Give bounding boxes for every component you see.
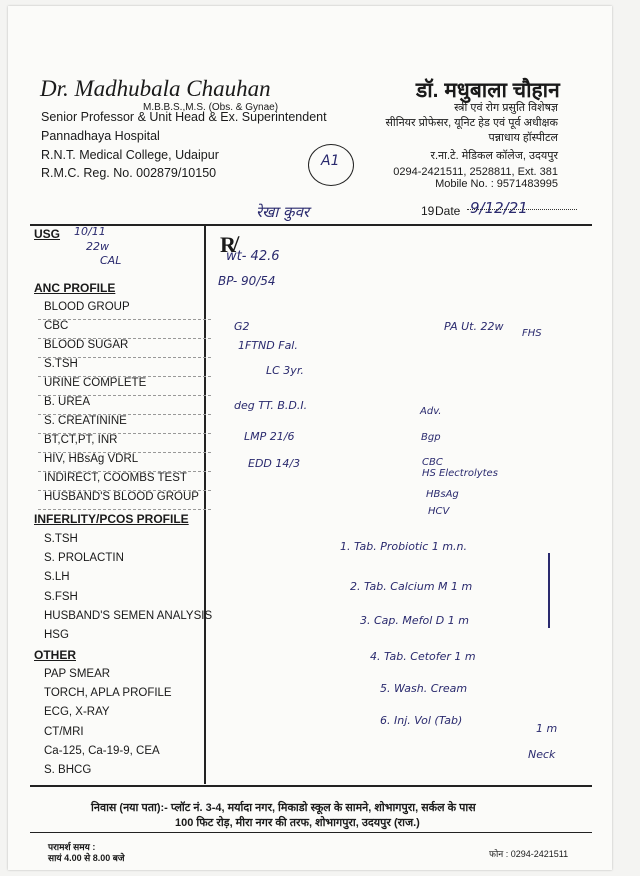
speciality-hindi: स्त्री एवं रोग प्रसुति विशेषज्ञ — [454, 102, 558, 114]
medication-item: 4. Tab. Cetofer 1 m — [370, 650, 476, 663]
prescription-sheet — [8, 6, 612, 870]
medication-item: 2. Tab. Calcium M 1 m — [350, 580, 473, 593]
usg-note-1: 10/11 — [74, 225, 106, 238]
other-test-item: S. BHCG — [44, 764, 92, 776]
college-hindi: र.ना.टे. मेडिकल कॉलेज, उदयपुर — [430, 150, 558, 162]
phone-numbers: 0294-2421511, 2528811, Ext. 381 — [393, 166, 558, 178]
anc-profile-heading: ANC PROFILE — [34, 281, 116, 295]
row-divider — [38, 452, 211, 453]
anc-test-item: BLOOD GROUP — [44, 301, 130, 313]
clinical-note: CBC — [422, 457, 443, 468]
circle-mark-text: A1 — [321, 153, 340, 169]
clinical-note: PA Ut. 22w — [444, 320, 504, 333]
doctor-name-hindi: डॉ. मधुबाला चौहान — [416, 79, 560, 102]
clinical-note: HCV — [428, 506, 450, 517]
hospital-english: Pannadhaya Hospital — [41, 129, 160, 143]
clinical-note: deg TT. B.D.I. — [234, 399, 308, 412]
other-test-item: TORCH, APLA PROFILE — [44, 687, 172, 700]
clinical-note: wt- 42.6 — [226, 249, 280, 264]
medication-item: 1. Tab. Probiotic 1 m.n. — [340, 540, 468, 553]
clinical-note: Adv. — [420, 406, 442, 417]
infertility-heading: INFERLITY/PCOS PROFILE — [34, 512, 189, 526]
clinical-note: HS Electrolytes — [422, 468, 498, 479]
footer-phone: फोन : 0294-2421511 — [489, 849, 569, 859]
other-test-item: PAP SMEAR — [44, 668, 111, 680]
degrees-english: M.B.B.S.,M.S. (Obs. & Gynae) — [143, 102, 279, 113]
consultation-timing-label: परामर्श समय : — [48, 842, 96, 852]
clinical-note: G2 — [234, 320, 250, 333]
table-top-rule — [30, 224, 592, 226]
usg-note-3: CAL — [100, 254, 122, 267]
footer-rule — [30, 832, 592, 833]
anc-test-item: BT,CT,PT, INR — [44, 434, 118, 446]
medication-item: 6. Inj. Vol (Tab) — [380, 714, 463, 727]
anc-test-item: S. CREATININE — [44, 415, 127, 427]
hospital-hindi: पन्नाधाय हॉस्पीटल — [488, 132, 558, 144]
date-label: Date — [435, 204, 461, 218]
consultation-timing-value: सायं 4.00 से 8.00 बजे — [48, 853, 125, 863]
clinical-note: FHS — [522, 328, 542, 339]
other-heading: OTHER — [34, 648, 76, 662]
medication-item: 1 m — [536, 722, 558, 735]
other-test-item: CT/MRI — [44, 725, 84, 738]
row-divider — [38, 338, 211, 339]
address-line-1: निवास (नया पता):- प्लॉट नं. 3-4, मर्यादा नगर, मिकाडो स्कूल के सामने, शोभागपुरा, सर्कल के पास — [91, 802, 476, 814]
usg-label: USG — [34, 227, 61, 241]
row-divider — [38, 471, 211, 472]
row-divider — [38, 357, 211, 358]
clinical-note: 1FTND Fal. — [238, 339, 298, 352]
row-divider — [38, 509, 211, 510]
column-divider — [204, 224, 206, 784]
anc-test-item: S.TSH — [44, 358, 78, 370]
clinical-note: HBsAg — [426, 489, 459, 500]
bracket-line — [548, 553, 550, 628]
medication-item: Neck — [528, 748, 556, 761]
clinical-note: EDD 14/3 — [248, 457, 301, 470]
clinical-note: LMP 21/6 — [244, 430, 295, 443]
anc-test-item: B. UREA — [44, 396, 91, 408]
anc-test-item: URINE COMPLETE — [44, 377, 147, 389]
clinical-note: BP- 90/54 — [218, 274, 276, 288]
rx-symbol: R̸ — [220, 232, 236, 257]
clinical-note: LC 3yr. — [266, 364, 304, 377]
date-underline — [467, 209, 577, 210]
patient-name: रेखा कुवर — [256, 203, 310, 221]
position-english: Senior Professor & Unit Head & Ex. Superintendent — [41, 110, 327, 124]
registration-number: R.M.C. Reg. No. 002879/10150 — [41, 166, 217, 180]
address-line-2: 100 फिट रोड़, मीरा नगर की तरफ, शोभागपुरा, उदयपुर (राज.) — [175, 817, 420, 829]
anc-test-item: INDIRECT, COOMBS TEST — [44, 472, 187, 484]
anc-test-item: CBC — [44, 320, 69, 332]
doctor-name-english: Dr. Madhubala Chauhan — [40, 76, 271, 101]
date-value: 9/12/21 — [470, 199, 528, 217]
row-divider — [38, 414, 211, 415]
infertility-test-item: S.LH — [44, 571, 70, 584]
other-test-item: Ca-125, Ca-19-9, CEA — [44, 744, 160, 757]
infertility-test-item: HSG — [44, 629, 69, 641]
position-hindi: सीनियर प्रोफेसर, यूनिट हेड एवं पूर्व अधीक्षक — [385, 117, 558, 129]
medication-item: 5. Wash. Cream — [380, 682, 468, 695]
infertility-test-item: S. PROLACTIN — [44, 552, 124, 565]
other-test-item: ECG, X-RAY — [44, 706, 110, 719]
date-prefix: 19 — [421, 204, 435, 218]
table-bottom-rule — [30, 785, 592, 787]
infertility-test-item: HUSBAND'S SEMEN ANALYSIS — [44, 609, 213, 622]
anc-test-item: BLOOD SUGAR — [44, 339, 129, 351]
row-divider — [38, 319, 211, 320]
row-divider — [38, 376, 211, 377]
usg-note-2: 22w — [86, 240, 109, 253]
mobile-number: Mobile No. : 9571483995 — [435, 178, 558, 190]
anc-test-item: HIV, HBsAg VDRL — [44, 453, 139, 465]
row-divider — [38, 433, 211, 434]
clinical-note: Bgp — [421, 432, 441, 443]
row-divider — [38, 490, 211, 491]
infertility-test-item: S.TSH — [44, 533, 78, 545]
medication-item: 3. Cap. Mefol D 1 m — [360, 614, 469, 627]
anc-test-item: HUSBAND'S BLOOD GROUP — [44, 491, 199, 503]
college-english: R.N.T. Medical College, Udaipur — [41, 148, 219, 162]
row-divider — [38, 395, 211, 396]
infertility-test-item: S.FSH — [44, 590, 78, 603]
